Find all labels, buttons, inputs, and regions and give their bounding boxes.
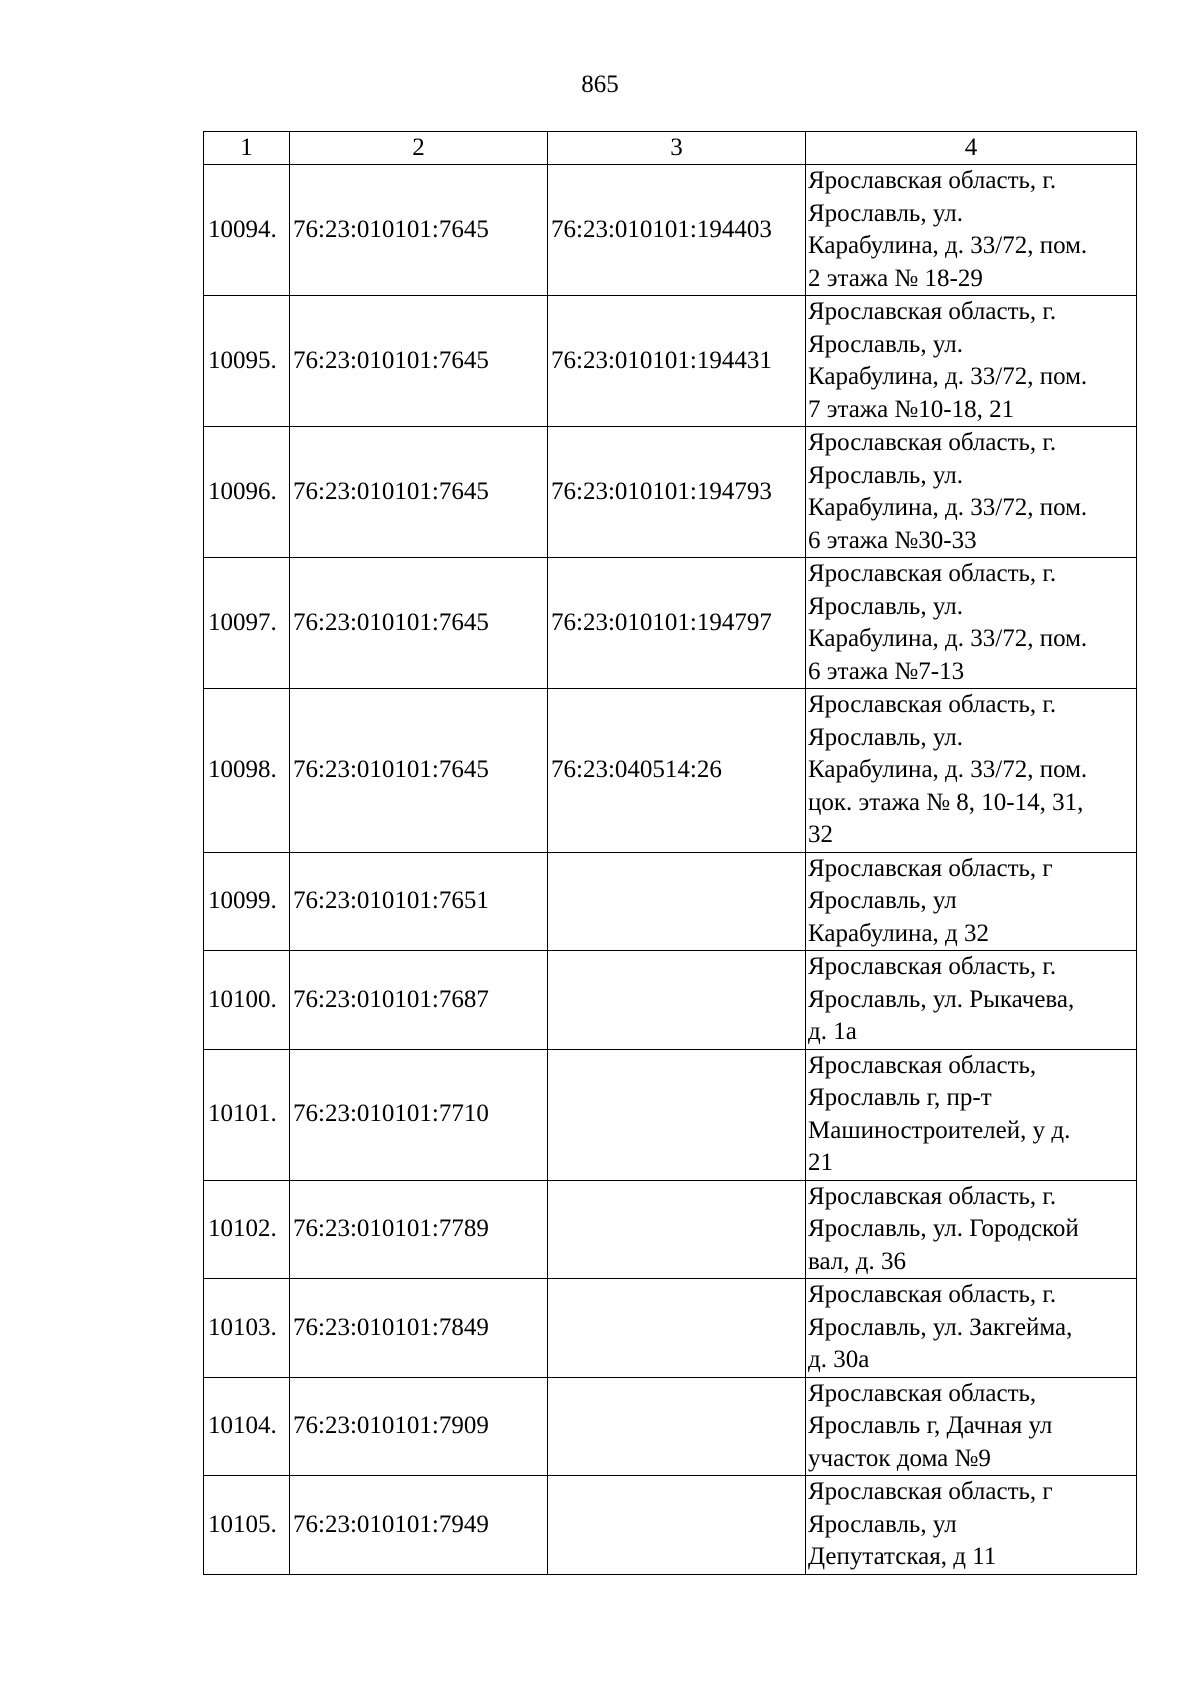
address-cell bbox=[806, 951, 1137, 1050]
cadastral-number-cell: 76:23:010101:7949 bbox=[290, 1476, 548, 1575]
address-line: Ярославль г, пр-т bbox=[808, 1084, 992, 1111]
address-line: Ярославская область, bbox=[808, 1379, 1037, 1407]
address-line: Карабулина, д. 33/72, пом. bbox=[808, 494, 1088, 521]
address-line: 7 этажа №10-18, 21 bbox=[808, 395, 1015, 423]
address-line: Ярославль, ул. bbox=[808, 461, 963, 489]
row-number-cell: 10101. bbox=[204, 1049, 290, 1180]
address-line: Ярославская область, г. bbox=[808, 1182, 1057, 1210]
row-number-cell: 10098. bbox=[204, 689, 290, 853]
object-number-cell: 76:23:010101:194403 bbox=[548, 165, 806, 296]
address-line: Карабулина, д. 33/72, пом. bbox=[808, 625, 1088, 652]
address-line: Карабулина, д 32 bbox=[808, 919, 990, 947]
address-line: 2 этажа № 18-29 bbox=[808, 264, 983, 292]
address-line: Ярославская область, г. bbox=[808, 691, 1057, 718]
address-cell bbox=[806, 1180, 1137, 1279]
address-cell bbox=[806, 1049, 1137, 1180]
address-cell bbox=[806, 427, 1137, 558]
row-number-cell: 10103. bbox=[204, 1279, 290, 1378]
address-line: цок. этажа № 8, 10-14, 31, bbox=[808, 788, 1084, 816]
cadastral-number-cell: 76:23:010101:7789 bbox=[290, 1180, 548, 1279]
address-line: Ярославль, ул. Рыкачева, bbox=[808, 985, 1075, 1013]
address-cell bbox=[806, 1377, 1137, 1476]
table-row bbox=[204, 1049, 1137, 1180]
address-cell bbox=[806, 165, 1137, 296]
address-line: Ярославская область, г. bbox=[808, 953, 1057, 980]
address-cell bbox=[806, 296, 1137, 427]
address-line: 21 bbox=[808, 1149, 833, 1176]
address-line: 6 этажа №30-33 bbox=[808, 526, 977, 554]
address-line: Ярославская область, г bbox=[808, 854, 1053, 882]
address-line: Ярославская область, г. bbox=[808, 167, 1057, 194]
cadastral-number-cell: 76:23:010101:7645 bbox=[290, 558, 548, 689]
row-number-cell: 10105. bbox=[204, 1476, 290, 1575]
address-line: Ярославль, ул. bbox=[808, 723, 963, 751]
cadastral-number-cell: 76:23:010101:7651 bbox=[290, 852, 548, 951]
address-cell bbox=[806, 689, 1137, 853]
address-line: Ярославская область, г. bbox=[808, 560, 1057, 587]
address-line: Ярославль, ул bbox=[808, 1510, 957, 1538]
address-cell bbox=[806, 852, 1137, 951]
object-number-cell bbox=[548, 1279, 806, 1378]
row-number-cell: 10102. bbox=[204, 1180, 290, 1279]
row-number-cell: 10099. bbox=[204, 852, 290, 951]
table-row bbox=[204, 951, 1137, 1050]
address-line: Ярославль, ул. Закгейма, bbox=[808, 1313, 1073, 1341]
table-row bbox=[204, 1180, 1137, 1279]
address-line: д. 30а bbox=[808, 1346, 870, 1373]
address-cell bbox=[806, 1279, 1137, 1378]
address-line: Ярославская область, bbox=[808, 1051, 1037, 1079]
cadastral-number-cell: 76:23:010101:7687 bbox=[290, 951, 548, 1050]
address-line: Ярославская область, г. bbox=[808, 429, 1057, 456]
row-number-cell: 10104. bbox=[204, 1377, 290, 1476]
page-number: 865 bbox=[581, 71, 619, 98]
address-line: Ярославская область, г. bbox=[808, 298, 1057, 325]
address-line: Карабулина, д. 33/72, пом. bbox=[808, 232, 1088, 259]
address-line: Ярославль, ул. bbox=[808, 592, 963, 620]
address-line: Ярославская область, г. bbox=[808, 1281, 1057, 1308]
cadastral-number-cell: 76:23:010101:7849 bbox=[290, 1279, 548, 1378]
object-number-cell: 76:23:010101:194431 bbox=[548, 296, 806, 427]
object-number-cell bbox=[548, 1180, 806, 1279]
row-number-cell: 10094. bbox=[204, 165, 290, 296]
table-header-row bbox=[204, 132, 1137, 165]
address-line: Машиностроителей, у д. bbox=[808, 1116, 1071, 1144]
table-row bbox=[204, 427, 1137, 558]
object-number-cell bbox=[548, 852, 806, 951]
table-row bbox=[204, 558, 1137, 689]
cadastral-number-cell: 76:23:010101:7645 bbox=[290, 689, 548, 853]
cadastral-number-cell: 76:23:010101:7645 bbox=[290, 165, 548, 296]
address-line: Ярославль, ул bbox=[808, 887, 957, 914]
address-cell bbox=[806, 558, 1137, 689]
address-line: Депутатская, д 11 bbox=[808, 1543, 997, 1570]
address-line: Ярославль, ул. Городской bbox=[808, 1215, 1079, 1242]
object-number-cell bbox=[548, 1049, 806, 1180]
object-number-cell: 76:23:010101:194793 bbox=[548, 427, 806, 558]
table-body bbox=[204, 165, 1137, 1575]
address-line: Ярославль г, Дачная ул bbox=[808, 1412, 1053, 1439]
object-number-cell: 76:23:010101:194797 bbox=[548, 558, 806, 689]
table-row bbox=[204, 1377, 1137, 1476]
cadastral-number-cell: 76:23:010101:7710 bbox=[290, 1049, 548, 1180]
column-header-1: 1 bbox=[204, 132, 290, 165]
object-number-cell bbox=[548, 1377, 806, 1476]
row-number-cell: 10097. bbox=[204, 558, 290, 689]
table-row bbox=[204, 296, 1137, 427]
row-number-cell: 10096. bbox=[204, 427, 290, 558]
address-line: д. 1а bbox=[808, 1018, 857, 1045]
row-number-cell: 10100. bbox=[204, 951, 290, 1050]
column-header-4: 4 bbox=[806, 132, 1137, 165]
address-line: Карабулина, д. 33/72, пом. bbox=[808, 363, 1088, 390]
address-line: Ярославль, ул. bbox=[808, 199, 963, 227]
address-line: 6 этажа №7-13 bbox=[808, 657, 965, 685]
object-number-cell: 76:23:040514:26 bbox=[548, 689, 806, 853]
table-row bbox=[204, 1476, 1137, 1575]
object-number-cell bbox=[548, 1476, 806, 1575]
address-cell bbox=[806, 1476, 1137, 1575]
row-number-cell: 10095. bbox=[204, 296, 290, 427]
cadastral-number-cell: 76:23:010101:7909 bbox=[290, 1377, 548, 1476]
table-row bbox=[204, 1279, 1137, 1378]
column-header-2: 2 bbox=[290, 132, 548, 165]
cadastral-number-cell: 76:23:010101:7645 bbox=[290, 427, 548, 558]
address-line: 32 bbox=[808, 821, 833, 848]
table-row bbox=[204, 165, 1137, 296]
table-row bbox=[204, 852, 1137, 951]
registry-table bbox=[203, 131, 1137, 1575]
cadastral-number-cell: 76:23:010101:7645 bbox=[290, 296, 548, 427]
address-line: Карабулина, д. 33/72, пом. bbox=[808, 756, 1088, 783]
table-row bbox=[204, 689, 1137, 853]
address-line: Ярославль, ул. bbox=[808, 330, 963, 358]
address-line: участок дома №9 bbox=[808, 1444, 991, 1472]
address-line: вал, д. 36 bbox=[808, 1247, 906, 1275]
object-number-cell bbox=[548, 951, 806, 1050]
address-line: Ярославская область, г bbox=[808, 1478, 1053, 1505]
column-header-3: 3 bbox=[548, 132, 806, 165]
